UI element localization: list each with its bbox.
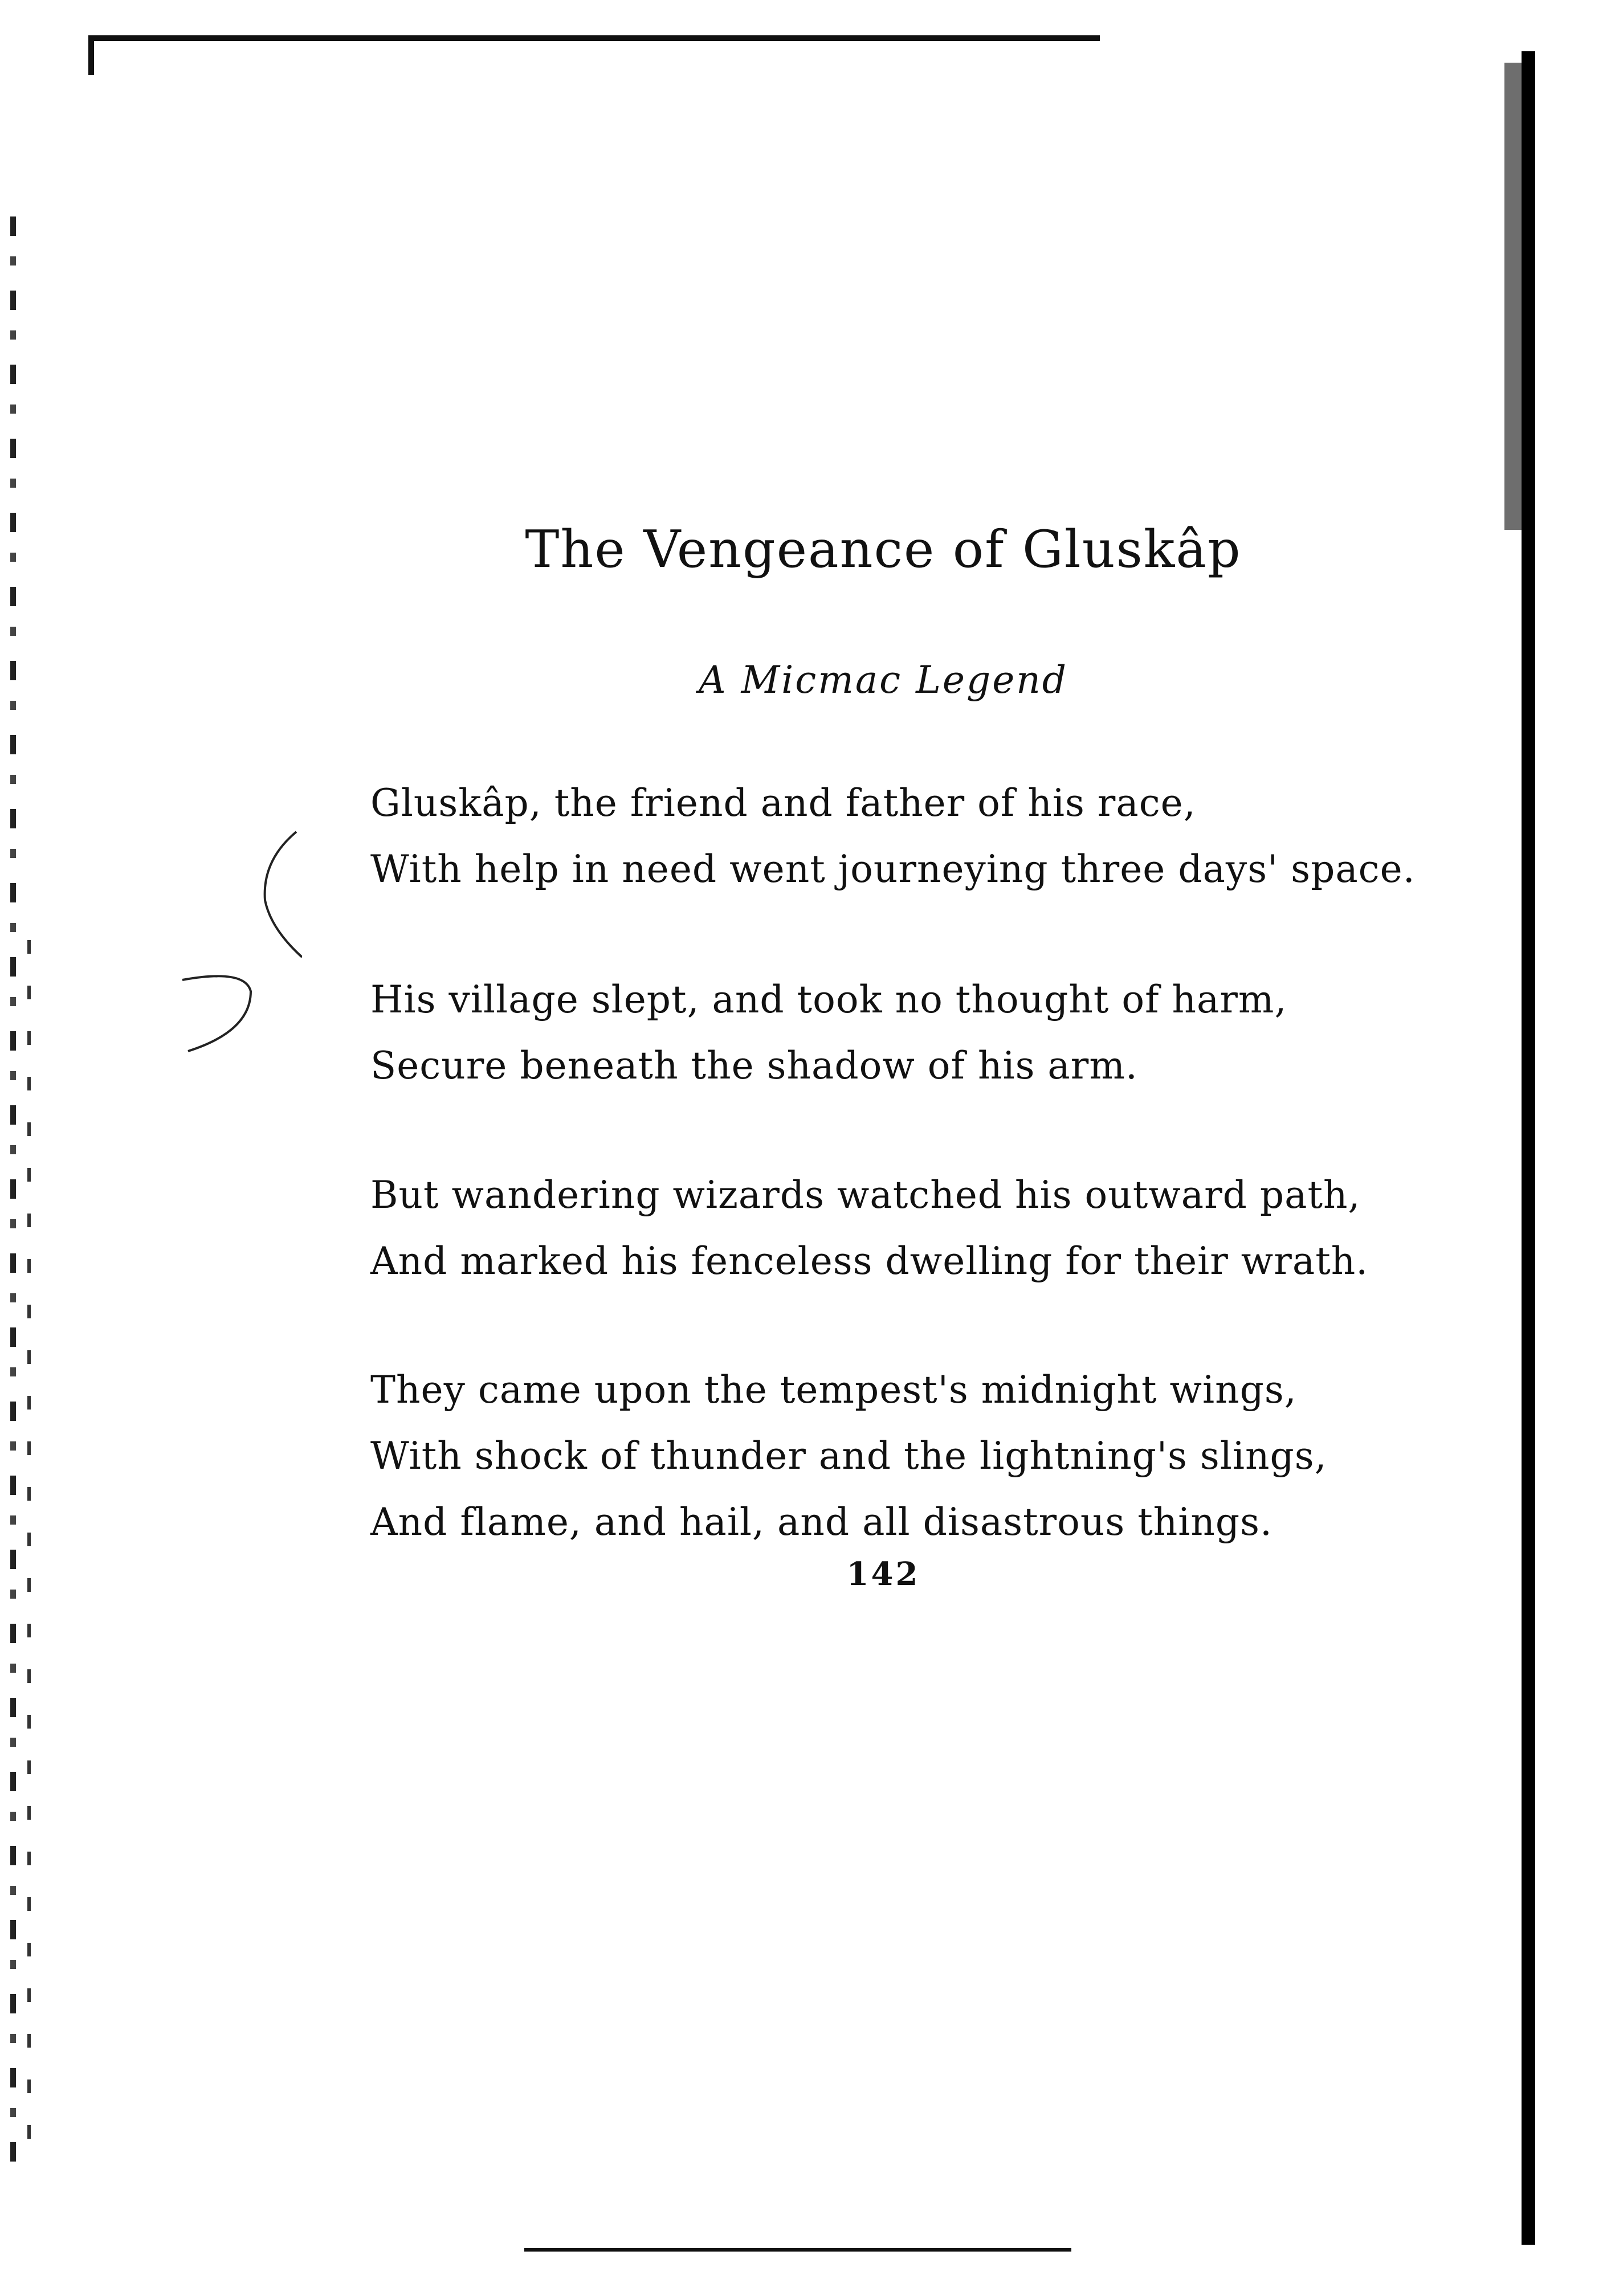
poem-line: They came upon the tempest's midnight wings, (370, 1368, 1297, 1412)
bottom-border-rule (524, 2248, 1071, 2252)
margin-pencil-marks (165, 820, 302, 1060)
poem-line: And marked his fenceless dwelling for their wrath. (370, 1239, 1369, 1283)
poem-title: The Vengeance of Gluskâp (525, 520, 1242, 579)
poem-line: But wandering wizards watched his outward path, (370, 1173, 1361, 1217)
stanza (370, 770, 1453, 902)
right-binding-edge (1522, 51, 1535, 2245)
poem-line: And flame, and hail, and all disastrous things. (370, 1500, 1273, 1544)
poem-line: With shock of thunder and the lightning's slings, (370, 1434, 1327, 1478)
stanza (370, 1357, 1453, 1555)
top-left-corner-mark (88, 35, 94, 75)
poem-line: With help in need went journeying three days' space. (370, 847, 1416, 891)
pencil-curve-mark (182, 976, 251, 1051)
pencil-bracket-mark (265, 832, 302, 957)
stanza (370, 967, 1453, 1099)
left-scan-artifacts-inner (27, 940, 31, 2165)
poem-line: Gluskâp, the friend and father of his race, (370, 781, 1196, 825)
poem-line: His village slept, and took no thought of harm, (370, 978, 1287, 1022)
left-scan-artifacts (10, 216, 16, 2182)
page-number: 142 (846, 1555, 920, 1593)
top-border-rule (88, 35, 1100, 41)
stanza (370, 1162, 1453, 1294)
poem-line: Secure beneath the shadow of his arm. (370, 1044, 1138, 1088)
poem-subtitle: A Micmac Legend (698, 658, 1068, 702)
right-edge-shadow (1504, 63, 1522, 530)
